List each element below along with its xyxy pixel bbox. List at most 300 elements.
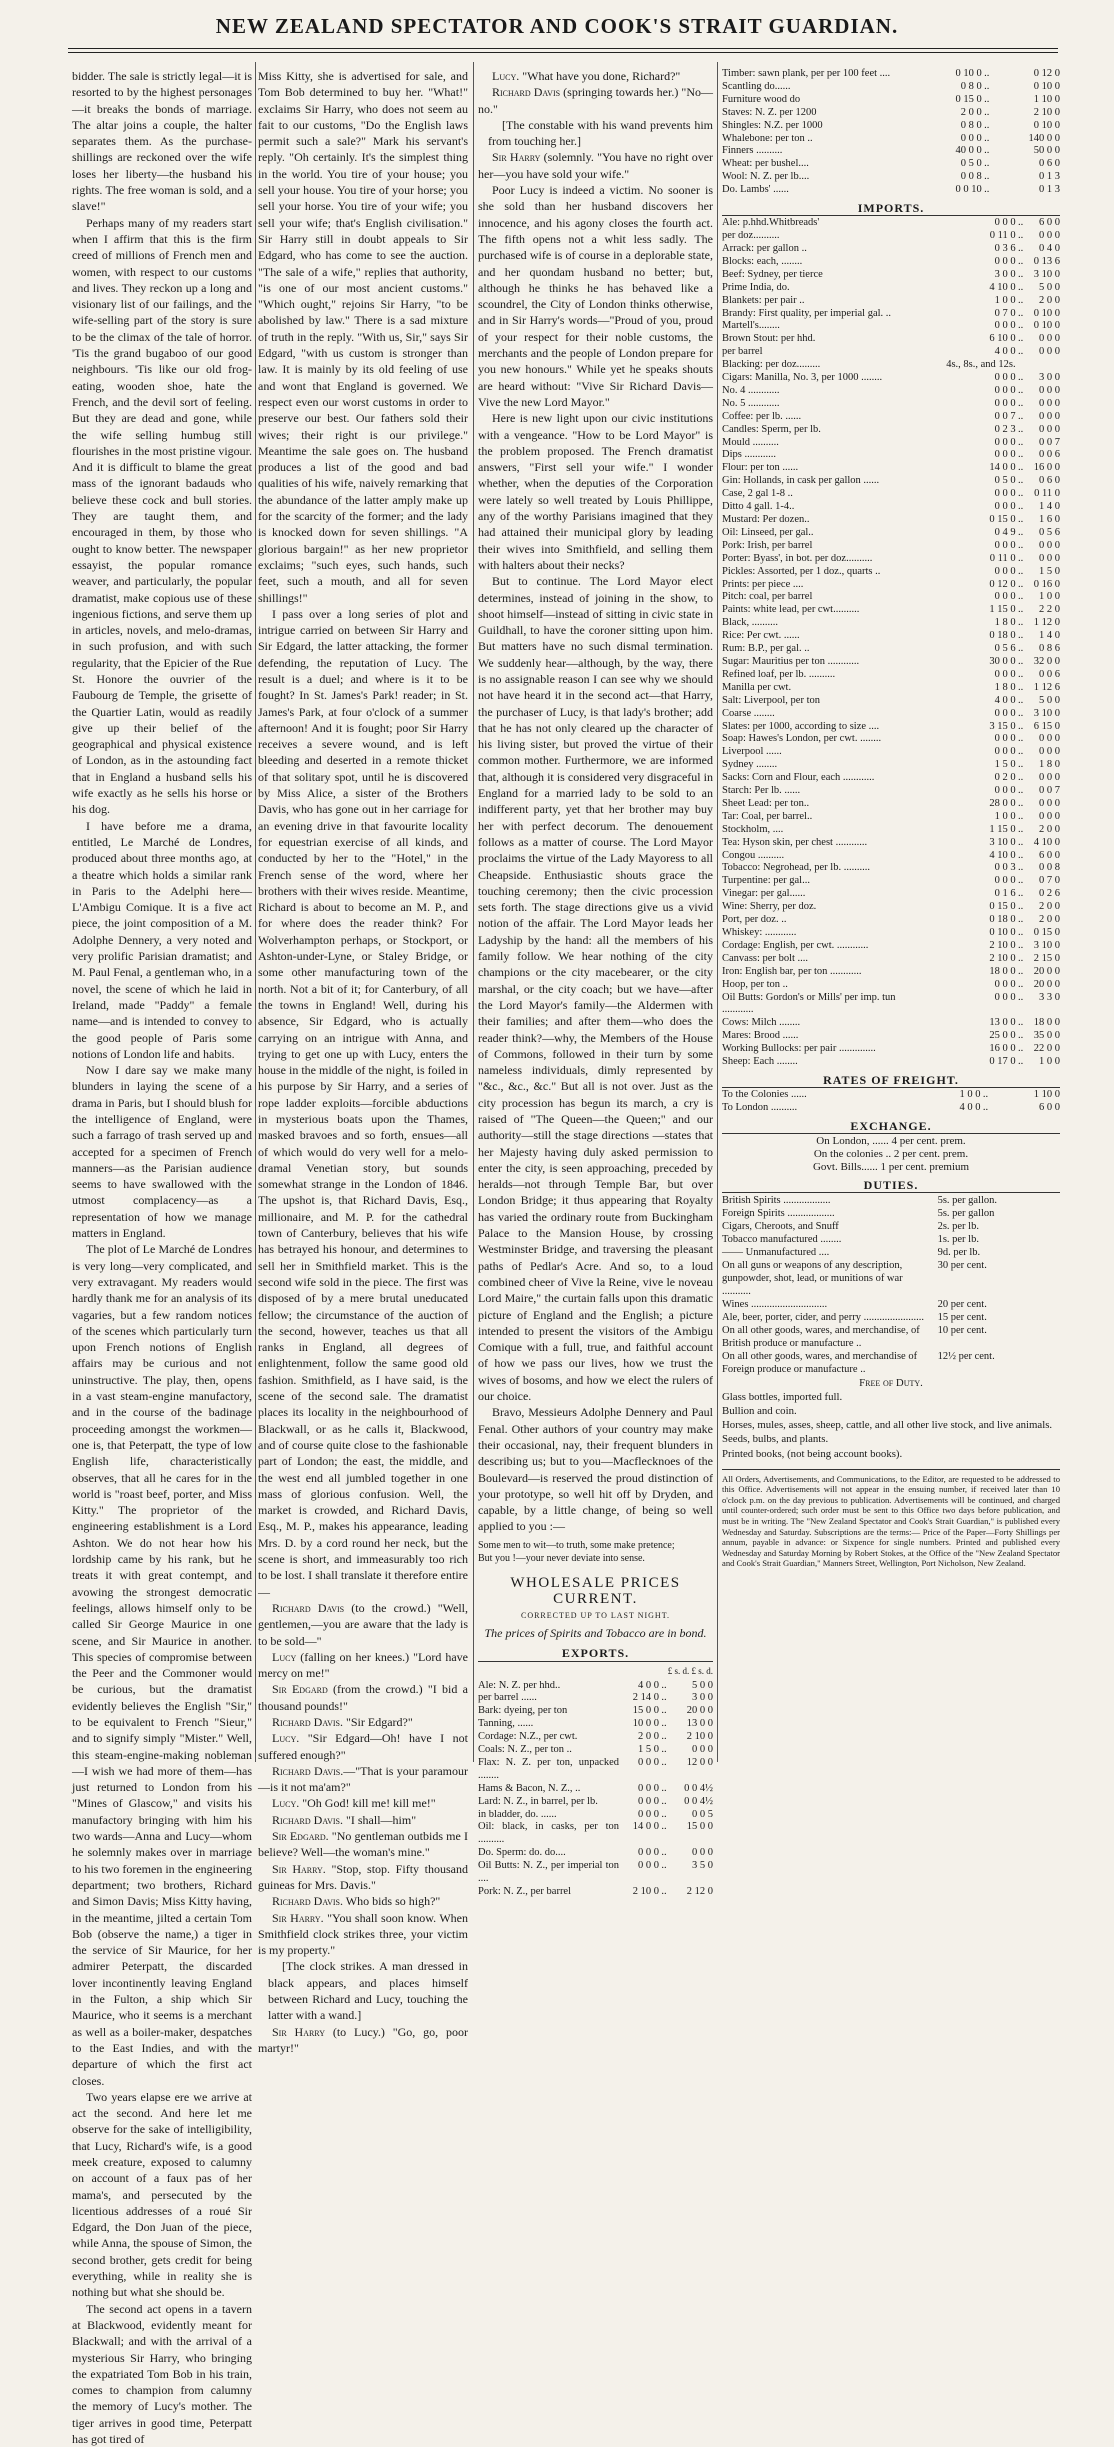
dialogue-text: —"That is your paramour—is it not ma'am?" [258,1763,468,1795]
price-row [722,798,1060,811]
price-low: 1 15 0 [989,823,1016,835]
price-separator: .. [1018,565,1024,577]
price-separator: .. [1018,888,1024,900]
commodity-name: Blankets: per pair .. [722,294,805,306]
price-high: 35 0 0 [1033,1030,1060,1042]
price-separator: .. [1018,514,1024,525]
price-row [722,772,1060,785]
price-low: 14 0 0 [632,1821,659,1833]
price-row [722,643,1060,656]
price-high: 0 6 0 [1039,158,1060,170]
price-row [722,1056,1060,1069]
commodity-name: Brandy: First quality, per imperial gal. .. [722,307,892,319]
price-separator: .. [1018,1043,1024,1055]
price-low: 0 15 0 [989,514,1016,525]
paragraph: Miss Kitty, she is advertised for sale, and Tom Bob determined to buy her. "What!" exclaims Sir Harry, who does not seem au fait to our customs, "Do the English laws permit such a sale?" Mark his servant's reply. "Oh certainly. It's the simplest thing in the world. You tire of your house; you sell your house. You tire of your horse; you sell your horse. You tire of your wife; you sell your wife; that's English civilisation." Sir Harry still in doubt appeals to Sir Edgard, who has come to see the auction. "The sale of a wife," replies that authority, "is one of our most ancient customs." "Which ought," rejoins Sir Harry, "to be abolished by law." There is a sad mixture of truth in the reply. "With us, Sir," says Sir Edgard, "with us custom is stronger than law. It is mainly by its old feeling of use and wont that England is governed. We respect even our worst customs in order to preserve our best. Our fathers sold their wives; their right is our privilege." Meantime the sale goes on. The husband produces a list of the good and bad qualities of his wife, naively remarking that the abundance of the latter amply make up for the scarcity of the former; and the lady is knocked down for seven shillings. "A glorious bargain!" as her new proprietor exclaims; "such eyes, such hands, such feet, such a mouth, and all for seven shillings!" [258,69,468,605]
price-separator: .. [661,1782,667,1794]
commodity-name: Wool: N. Z. per lb.... [722,171,810,183]
price-separator: .. [1018,707,1024,719]
commodity-name: Vinegar: per gal...... [722,888,806,900]
price-high: 0 0 0 [1039,423,1060,435]
duty-item: Wines ............................. [722,1299,828,1311]
commodity-name: Rum: B.P., per gal. .. [722,643,810,655]
price-high: 3 10 0 [1033,939,1060,951]
commodity-name: Timber: sawn plank, per per 100 feet .... [722,68,891,79]
commodity-name: Paints: white lead, per cwt.......... [722,604,860,616]
price-low: 0 0 0 [994,707,1016,719]
price-separator: .. [984,119,990,131]
dialogue-text: (solemnly. "You have no right over her—you have sold your wife." [478,150,714,181]
commodity-name: Oil: black, in casks, per ton .......... [478,1821,619,1846]
speaker: Sir Harry [272,2024,325,2039]
duty-row [722,1233,1060,1246]
price-separator: .. [1018,591,1024,603]
speaker: Sir Harry. [272,1910,324,1925]
price-separator: .. [982,1089,989,1101]
play-dialogue [258,1600,468,1959]
commodity-name: Pork: N. Z., per barrel [478,1886,572,1897]
price-separator: .. [1018,462,1024,474]
commodity-name: Do. Lambs' ...... [722,184,789,196]
price-row [722,346,1060,359]
price-row [722,540,1060,553]
price-low: 30 0 0 [989,655,1016,667]
price-separator: .. [1018,914,1024,926]
price-high: 0 0 6 [1039,449,1060,461]
price-row [722,591,1060,604]
duty-item: —— Unmanufactured .... [722,1247,830,1259]
price-row [478,1783,713,1796]
commodity-name: Ditto 4 gall. 1-4.. [722,501,795,513]
price-row [722,282,1060,295]
price-low: 0 0 0 [638,1847,659,1859]
price-row [478,1718,713,1731]
commodity-name: Furniture wood do [722,93,801,105]
price-row [478,1847,713,1860]
price-high: 1 12 0 [1033,617,1060,629]
price-low: 0 5 0 [994,475,1016,487]
play-dialogue [478,68,713,117]
verse-line: But you !—your never deviate into sense. [478,1552,645,1564]
price-high: 0 16 0 [1033,578,1060,590]
price-high: 0 0 6 [1039,668,1060,680]
column-divider [255,62,256,1762]
price-low: 0 0 0 [994,785,1016,797]
price-low: 0 0 0 [994,217,1016,229]
imports-heading: IMPORTS. [722,201,1060,216]
price-low: 0 0 0 [994,668,1016,680]
price-row [478,1731,713,1744]
price-separator: .. [1018,901,1024,913]
price-separator: .. [1018,552,1024,564]
price-high: 0 0 0 [1039,746,1060,758]
commodity-name: Porter: Byass', in bot. per doz.......... [722,552,873,564]
price-row [722,107,1060,120]
price-high: 22 0 0 [1033,1043,1060,1055]
price-separator: .. [984,93,990,105]
price-low: 0 2 3 [994,423,1016,435]
price-row [722,120,1060,133]
dialogue-text: "You shall soon know. When Smithfield clock strikes three, your victim is my property." [258,1910,468,1958]
price-row [722,914,1060,927]
price-low: 1 8 0 [994,681,1016,693]
price-row [722,514,1060,527]
price-row [722,811,1060,824]
price-low: 0 0 0 [994,875,1016,887]
duty-rate: 15 per cent. [937,1312,987,1324]
commodity-name: Refined loaf, per lb. .......... [722,668,836,680]
price-low: 4 0 0 [994,694,1016,706]
price-low: 0 0 0 [638,1808,659,1820]
price-high: 20 0 0 [1033,978,1060,990]
commodity-name: Dips ............ [722,449,776,461]
duties-table [722,1194,1060,1376]
commodity-name: Sacks: Corn and Flour, each ............ [722,772,875,784]
price-low: 0 17 0 [989,1056,1016,1068]
price-high: 0 15 0 [1033,927,1060,938]
commodity-name: Cordage: N.Z., per cwt. [478,1731,578,1743]
price-separator: .. [1018,849,1024,861]
commodity-name: Coffee: per lb. ...... [722,410,802,422]
price-high: 2 0 0 [1039,914,1060,926]
price-high: 5 0 0 [1039,281,1060,293]
price-row [722,501,1060,514]
commodity-name: No. 5 ............ [722,397,780,409]
freight-table [722,1089,1060,1115]
price-low: 0 18 0 [989,630,1016,642]
price-high: 2 12 0 [686,1886,713,1897]
price-separator: .. [1018,875,1024,887]
duty-item: Foreign Spirits .................. [722,1208,835,1220]
price-low: 1 0 0 [994,294,1016,306]
price-high: 1 12 6 [1033,681,1060,693]
prices-note: The prices of Spirits and Tobacco are in bond. [484,1625,707,1640]
price-high: 0 6 0 [1039,475,1060,487]
commodity-name: Rice: Per cwt. ...... [722,630,800,642]
dialogue-text: (to Lucy.) "Go, go, poor martyr!" [258,2024,469,2055]
price-high: 6 0 0 [1039,217,1060,229]
duty-row [722,1207,1060,1220]
price-separator: .. [1018,320,1024,332]
price-separator: .. [1018,539,1024,551]
commodity-name: Salt: Liverpool, per ton [722,694,820,706]
price-row [478,1705,713,1718]
commodity-name: Shingles: N.Z. per 1000 [722,119,823,131]
price-high: 0 0 4½ [684,1782,713,1794]
speaker: Sir Harry [492,150,541,165]
price-high: 18 0 0 [1033,1017,1060,1029]
price-separator: .. [1018,965,1024,977]
commodity-name: Case, 2 gal 1-8 .. [722,488,793,500]
price-high: 6 0 0 [1039,1101,1060,1113]
price-low: 0 2 0 [994,772,1016,784]
price-low: 4 0 0 [959,1101,981,1113]
exchange-line: Govt. Bills...... 1 per cent. premium [812,1160,970,1173]
duty-rate: 10 per cent. [937,1325,987,1337]
price-row [722,669,1060,682]
duty-item: On all other goods, wares, and merchandise, of British produce or manufacture .. [722,1325,920,1350]
commodity-name: Mould .......... [722,436,779,448]
price-high: 0 2 6 [1039,888,1060,900]
dialogue-line [258,1795,468,1811]
paragraph: Now I dare say we make many blunders in laying the scene of a drama in Paris, but I should blush for the intelligence of England, were such a farrago of trash served up and accepted for a specimen of French manners—as the Parisian audience seems to have swallowed with the utmost complacency—as a representation of how we manage matters in England. [72,1063,252,1241]
stage-direction: [The constable with his wand prevents him from touching her.] [488,117,713,149]
price-row [722,320,1060,333]
price-separator: .. [661,1731,667,1743]
paragraph: The plot of Le Marché de Londres is very long—very complicated, and very extravagant. My readers would hardly thank me for an analysis of its vagaries, but a few random notices of the scenes which particularly turn upon French notions of English affairs may be curious and not uninstructive. The play, then, opens in a vast steam-engine manufactory, and in the course of the badinage proceeding amongst the workmen—one is, that Peterpatt, the type of low English life, characteristically observes, that all he cares for in the world is "roast beef, porter, and Miss Kitty." The proprietor of the engineering establishment is a Lord Ashton. We do not hear how his lordship came by his rank, but he treats it with great contempt, and avowing the strongest democratic feelings, allows himself only to be called Sir George Maurice in one scene, and Sir Maurice in another. This species of compromise between the Peer and the Commoner would be curious, but the dramatist evidently believes the English "Sir," to be equivalent to French "Sieur," and to signify simply "Mister." Well, this steam-engine-making nobleman—I wish we had more of them—has just returned to London from his "Mines of Glascow," and visits his manufactory bringing with him his two wards—Anna and Lucy—whom he solemnly makes over in marriage to his two foremen in the engineering department; two brothers, Richard and Simon Davis; Miss Kitty having, in the meantime, jilted a certain Tom Bob (observe the name,) a tiger in the service of Sir Maurice, for her admirer Peterpatt, the discarded lover incontinently leaving England in the Fulton, a ship which Sir Maurice, who it seems is a merchant as well as a boiler-maker, despatches to the East Indies, and with the departure of which the first act closes. [72,1242,252,2088]
speaker: Sir Harry. [272,1861,326,1876]
imports-table [722,217,1060,1069]
price-separator: .. [984,158,990,170]
price-separator: .. [1018,294,1024,306]
price-separator: .. [1018,862,1024,874]
paragraph: Poor Lucy is indeed a victim. No sooner is she sold than her husband discovers her innocence, and his agony closes the fourth act. The fifth opens not a whit less sadly. The purchased wife is of course in a deplorable state, and her quondam husband no better; but, although he thinks he has behaved like a scoundrel, the City of London thinks otherwise, and in Sir Harry's words—"Proud of you, proud of your respect for their noble customs, the merchants and the people of London prepare for you new honours." While yet he speaks shouts are heard without: "Vive Sir Richard Davis—Vive the new Lord Mayor." [478,183,713,409]
commodity-name: per barrel [722,346,763,358]
price-low: 0 15 0 [989,901,1016,913]
price-high: 4 10 0 [1033,836,1060,848]
commodity-name: Slates: per 1000, according to size .... [722,720,880,732]
duty-rate: 5s. per gallon. [937,1195,998,1207]
price-row [722,145,1060,158]
speaker: Lucy. [272,1731,300,1746]
price-high: 0 10 0 [1033,119,1060,131]
price-row [722,411,1060,424]
publisher-notice: All Orders, Advertisements, and Communications, to the Editor, are requested to be addressed to this Office. Advertisements will not appear in the ensuing number, if received later than 10 o'clock p.m. on the day previous to publication. Advertisements will be continued, and charged until counter-ordered; such order must be sent to this Office two days before publication, and must be in writing. The "New Zealand Spectator and Cook's Strait Guardian," is published every Wednesday and Saturday. Subscriptions are the terms:— Price of the Paper—Forty Shillings per annum, payable in advance: or Sixpence for single numbers. Printed and published every Wednesday and Saturday Morning by Robert Stokes, at the Office of the "New Zealand Spectator and Cook's Strait Guardian," Manners Street, Wellington, Port Nicholson, New Zealand. [722,1469,1060,1569]
price-low: 0 0 8 [960,171,982,183]
exports-heading: EXPORTS. [478,1645,713,1662]
dialogue-line [258,1910,468,1959]
price-row [722,462,1060,475]
price-low: 0 0 0 [638,1756,659,1768]
speaker: Sir Edgard [272,1682,328,1697]
price-row [722,1043,1060,1056]
price-low: 0 15 0 [955,93,982,105]
price-separator: .. [1018,655,1024,667]
price-row [722,184,1060,197]
dialogue-line [258,1649,468,1682]
price-row [478,1692,713,1705]
price-high: 2 0 0 [1039,294,1060,306]
price-low: 6 10 0 [989,333,1016,345]
commodity-name: Cordage: English, per cwt. ............ [722,939,869,951]
paragraph: Two years elapse ere we arrive at act the second. And here let me observe for the sake of intelligibility, that Lucy, Richard's wife, is a good meek creature, exposed to calumny on account of a faux pas of her mama's, and persecuted by the licentious addresses of a roué Sir Edgard, the Don Juan of the piece, while Anna, the spouse of Simon, the second brother, gets credit for being everything, while in reality she is nothing but what she should be. [72,2089,252,2300]
commodity-name: Pickles: Assorted, per 1 doz., quarts .. [722,565,881,577]
price-high: 140 0 0 [1028,132,1060,144]
price-row [722,927,1060,940]
price-separator: .. [984,171,990,183]
price-separator: .. [984,80,990,92]
price-high: 2 0 0 [1039,823,1060,835]
price-row [478,1809,713,1822]
price-row [722,785,1060,798]
price-row [722,475,1060,488]
price-separator: .. [1018,255,1024,267]
price-low: 3 15 0 [989,720,1016,732]
duty-row [722,1246,1060,1259]
dialogue-line [258,1714,468,1730]
price-low: 0 3 6 [994,242,1016,254]
price-row [722,992,1060,1018]
speaker: Richard Davis. [272,1763,344,1778]
price-separator: .. [1018,797,1024,809]
price-low: 4 0 0 [994,346,1016,358]
price-separator: .. [984,132,990,144]
commodity-name: Liverpool ...... [722,746,782,758]
price-separator: .. [1018,281,1024,293]
price-low: 15 0 0 [632,1705,659,1717]
speaker: Richard Davis. [272,1714,343,1729]
price-low: 1 15 0 [989,604,1016,616]
dialogue-text: "What have you done, Richard?" [519,69,681,83]
column-divider [473,62,474,1762]
price-separator: .. [661,1821,667,1833]
price-row [478,1680,713,1693]
price-row [722,1030,1060,1043]
prices-corrected: CORRECTED UP TO LAST NIGHT. [520,1611,670,1621]
price-high: 0 10 0 [1033,80,1060,92]
exports-table [478,1680,713,1899]
price-low: 28 0 0 [989,797,1016,809]
paragraph: I pass over a long series of plot and intrigue carried on between Sir Harry and Sir Edgard, the latter attacking, the former defending, the reputation of Lucy. The result is a duel; and where is it to be fought? In St. James's Park! reader; in St. James's Park, at four o'clock of a summer afternoon! And it is fought; poor Sir Harry receives a severe wound, and is left bleeding and deserted in a remote thicket of that solitary spot, until he is discovered by Miss Alice, a sister of the Brothers Davis, who has gone out in her carriage for an evening drive in that favourite locality for equestrian exercise of all kinds, and conducted by her to the "Hotel," in the French sense of the word, where her brothers with their wives reside. Meantime, Richard is about to become an M. P., and for where does the reader think? For Wolverhampton perhaps, or Stockport, or Ashton-under-Lyne, or Staley Bridge, or some other manufacturing town of the north. Not a bit of it; for Canterbury, of all the towns in England! Well, during his absence, Sir Edgard, who is actually carrying on an intrigue with Anna, and trying to get one up with Lucy, enters the house in the middle of the night, is foiled in his purpose by Sir Harry, and a series of rope ladder exploits—forcible abductions in mysterious boats upon the Thames, masked bravoes and so forth, ensues—all of which would do very well for a melo-dramal Venetian story, but sounds somewhat strange in the London of 1846. The upshot is, that Richard Davis, Esq., millionaire, and M. P. for the cathedral town of Canterbury, believes that his wife has betrayed his honour, and determines to sell her in Smithfield market. This is the second wife sold in the piece. The first was disposed of by a mere brutal uneducated fellow; the circumstance of the auction of the second, however, teaches us that all ranks in England, all degrees of enlightenment, follow the same good old fashion. Smithfield, as I have said, is the scene of the second sale. The dramatist places its locality in the neighbourhood of Blackwall, or as he calls it, Blackwood, and of course quite close to the fashionable part of London; the east, the middle, and the west end all jumbled together in one mass of glorious confusion. Well, the market is crowded, and Richard Davis, Esq., M. P., makes his appearance, leading Mrs. D. by a cord round her neck, but the scene is short, and immeasurably too rich to be lost. I shall translate it therefore entire— [258,606,468,1599]
price-high: 6 15 0 [1033,720,1060,732]
duty-rate: 20 per cent. [937,1299,987,1311]
free-item: Bullion and coin. [722,1405,797,1418]
price-high: 0 0 7 [1039,436,1060,448]
price-high: 2 10 0 [1033,106,1060,118]
duty-item: British Spirits .................. [722,1195,831,1207]
price-separator: .. [1018,423,1024,435]
price-row [722,862,1060,875]
price-row [722,746,1060,759]
price-low: 0 12 0 [989,578,1016,590]
commodity-name: Beef: Sydney, per tierce [722,268,823,280]
price-high: 0 0 0 [1039,230,1060,242]
price-high: 2 15 0 [1033,952,1060,964]
price-low: 3 0 0 [994,268,1016,280]
commodity-name: Sheep: Each ........ [722,1056,798,1068]
price-high: 3 3 0 [1039,991,1060,1003]
speaker: Lucy. [492,69,520,83]
price-high: 3 10 0 [1033,268,1060,280]
price-low: 4s., 8s., and 12s. [946,359,1016,371]
price-high: 1 4 0 [1039,501,1060,513]
commodity-name: Prime India, do. [722,281,790,293]
duty-item: Cigars, Cheroots, and Snuff [722,1221,839,1233]
price-high: 0 5 6 [1039,526,1060,538]
price-low: 0 0 0 [994,320,1016,332]
duty-row [722,1350,1060,1376]
price-row [722,94,1060,107]
price-separator: .. [661,1808,667,1820]
price-low: 0 10 0 [989,927,1016,938]
price-row [478,1886,713,1899]
masthead: NEW ZEALAND SPECTATOR AND COOK'S STRAIT GUARDIAN. [215,14,899,38]
commodity-name: Blacking: per doz......... [722,359,821,371]
price-row [722,269,1060,282]
commodity-name: Congou .......... [722,849,785,861]
commodity-name: Canvass: per bolt .... [722,952,809,964]
price-row [722,295,1060,308]
commodity-name: Port, per doz. .. [722,914,787,926]
commodity-name: in bladder, do. ...... [478,1808,557,1820]
duty-item: On all guns or weapons of any description, gunpowder, shot, lead, or munitions of war ........... [722,1260,903,1298]
exchange-heading: EXCHANGE. [722,1119,1060,1134]
duty-item: Ale, beer, porter, cider, and perry ....................... [722,1312,924,1324]
dialogue-line [258,1730,468,1763]
price-row [722,579,1060,592]
price-high: 1 10 0 [1033,93,1060,105]
price-low: 14 0 0 [989,462,1016,474]
commodity-name: Tobacco: Negrohead, per lb. .......... [722,862,870,874]
price-separator: .. [1018,604,1024,616]
price-row [722,901,1060,914]
price-row [722,721,1060,734]
price-low: 0 0 0 [960,132,982,144]
price-separator: .. [1018,643,1024,655]
price-low: 0 0 3 [994,862,1016,874]
dialogue-text: (falling on her knees.) "Lord have mercy on me!" [258,1649,468,1681]
article-column-3 [478,68,714,1897]
price-high [1026,359,1060,372]
price-separator: .. [1018,268,1024,280]
price-separator: .. [984,106,990,118]
commodity-name: Candles: Sperm, per lb. [722,423,821,435]
price-high: 0 0 0 [1039,410,1060,422]
price-separator: .. [1018,939,1024,951]
price-high: 0 0 0 [1039,733,1060,745]
price-separator: .. [1018,772,1024,784]
dialogue-line [258,1600,468,1649]
commodity-name: Oil Butts: N. Z., per imperial ton .... [478,1860,619,1885]
commodity-name: Manilla per cwt. [722,681,792,693]
price-low: 0 1 6 [994,888,1016,900]
price-separator: .. [1018,927,1024,938]
commodity-name: Coals: N. Z., per ton .. [478,1744,572,1756]
commodity-name: Turpentine: per gal... [722,875,810,887]
commodity-name: Mares: Brood ...... [722,1030,799,1042]
price-separator: .. [982,1101,989,1113]
price-row [722,171,1060,184]
commodity-name: Flour: per ton ...... [722,462,799,474]
price-low: 0 0 0 [994,565,1016,577]
price-separator: .. [1018,785,1024,797]
paragraph: But to continue. The Lord Mayor elect determines, instead of joining in the show, to shoot himself—instead of sitting in civic state in Guildhall, to have the coroner sitting upon him. But matters have no such dismal termination. We suddenly hear—although, by the way, there is no assignable reason I can see why we should not have heard it in the second act—that Harry, the purchaser of Lucy, is that lady's brother; add that he has not only cleared up the character of his living sister, but proved the virtue of their common mother. Furthermore, we are informed that, although it is considered very disgraceful in England for a married lady to be sold to an indifferent party, yet that her brother may buy her with perfect decorum. The denouement follows as a matter of course. The Lord Mayor proclaims the virtue of the Lady Mayoress to all Cheapside. Enthusiastic shouts grace the touching ceremony; then the civic procession sets forth. The stage directions give us a vivid notion of the affair. The Lord Mayor leads her Ladyship by the hand: all the members of his family follow. We hear nothing of the city champions or the city macebearer, or the city marshal, or the city coach; but we have—after the Lord Mayor's family—the Aldermen with their families; and after them—who does the reader think?—why, the Members of the House of Commons, followed in their turn by some nameless individuals, dimly represented by "&c., &c., &c." But all is not over. Just as the city procession has begun its march, a cry is raised of "The Queen—the Queen;" and our authority—still the stage directions —states that her Majesty having duly asked permission to enter the city, is seen approaching, preceded by heralds—not through Temple Bar, but over London Bridge; it thus appearing that Royalty has varied the ordinary route from Buckingham Palace to the Mansion House, by crossing Westminster Bridge, and traversing the pleasant paths of Pedlar's Acre. And so, to a loud combined cheer of Vive la Reine, vive le noveau Lord Maire," the curtain falls upon this dramatic picture of England and the English; a picture intended to present the visitors of the Ambigu Comique with a full, true, and faithful account of how we pass our lives, how we trust the wives of bosoms, and how we elect the rulers of our choice. [478,574,713,1404]
price-row [722,437,1060,450]
commodity-name: To the Colonies ...... [722,1089,807,1101]
price-separator: .. [1018,1017,1024,1029]
commodity-name: Cows: Milch ........ [722,1017,801,1029]
price-row [722,824,1060,837]
price-high: 3 0 0 [1039,372,1060,384]
duty-row [722,1324,1060,1350]
price-row [722,256,1060,269]
commodity-name: Working Bullocks: per pair .............. [722,1043,876,1055]
commodity-name: Martell's........ [722,320,780,332]
commodity-name: Wine: Sherry, per doz. [722,901,817,913]
price-low: 0 10 0 [955,68,982,79]
price-low: 0 0 7 [994,410,1016,422]
free-item: Glass bottles, imported full. [722,1391,843,1404]
price-low: 18 0 0 [989,965,1016,977]
price-row [722,527,1060,540]
price-separator: .. [1018,836,1024,848]
price-low: 2 0 0 [638,1731,659,1743]
price-low: 2 0 0 [960,106,982,118]
price-separator: .. [1018,668,1024,680]
currency-header: £ s. d. £ s. d. [667,1666,713,1677]
dialogue-text: Who bids so high?" [342,1894,441,1909]
price-separator: .. [984,68,990,79]
